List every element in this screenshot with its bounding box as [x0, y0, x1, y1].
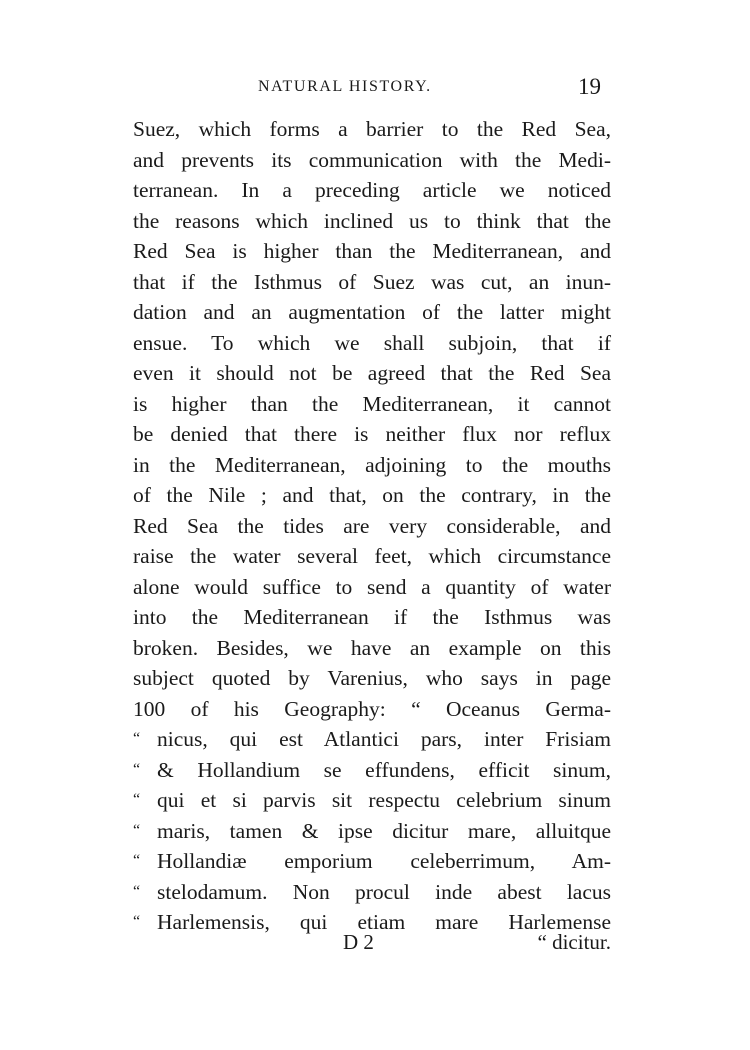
quoted-line [133, 785, 611, 816]
text-line: terranean. In a preceding article we noticed [133, 178, 611, 202]
quoted-line-text: maris, tamen & ipse dicitur mare, alluitque [157, 818, 611, 843]
quoted-line-text: nicus, qui est Atlantici pars, inter Frisiam [157, 727, 611, 751]
quoted-line [133, 724, 611, 755]
text-line: broken. Besides, we have an example on this [133, 635, 611, 660]
quote-mark: “ [133, 760, 141, 778]
quoted-line [133, 877, 611, 908]
quoted-line-text: qui et si parvis sit respectu celebrium sinum [157, 788, 611, 812]
text-line: even it should not be agreed that the Red Sea [133, 361, 611, 385]
page-footer [133, 930, 611, 960]
page-number: 19 [578, 74, 601, 99]
text-line: subject quoted by Varenius, who says in page [133, 666, 611, 690]
text-line: and prevents its communication with the Medi- [133, 147, 611, 172]
quoted-line-text: stelodamum. Non procul inde abest lacus [157, 879, 611, 904]
text-line: 100 of his Geography: “ Oceanus Germa- [133, 696, 611, 721]
text-line: is higher than the Mediterranean, it cannot [133, 391, 611, 416]
text-line: Suez, which forms a barrier to the Red Sea, [133, 117, 611, 141]
signature-mark: D 2 [343, 930, 374, 954]
body-text [133, 114, 611, 938]
quoted-line [133, 755, 611, 786]
quote-mark: “ [133, 821, 141, 839]
running-title: NATURAL HISTORY. [258, 78, 432, 95]
text-line: ensue. To which we shall subjoin, that if [133, 330, 611, 355]
text-line: into the Mediterranean if the Isthmus was [133, 605, 611, 629]
text-line: the reasons which inclined us to think that the [133, 208, 611, 233]
quoted-line [133, 846, 611, 877]
quote-mark: “ [133, 791, 141, 808]
running-head [133, 74, 603, 104]
quoted-line-text: & Hollandium se effundens, efficit sinum, [157, 757, 611, 782]
text-line: raise the water several feet, which circumstance [133, 544, 611, 568]
text-line: dation and an augmentation of the latter might [133, 300, 611, 324]
quoted-line [133, 816, 611, 847]
quoted-line-text: Harlemensis, qui etiam mare Harlemense [157, 910, 611, 934]
text-line: alone would suffice to send a quantity of water [133, 574, 611, 599]
text-line: Red Sea the tides are very considerable, and [133, 513, 611, 538]
quoted-line-text: Hollandiæ emporium celeberrimum, Am- [157, 849, 611, 873]
quote-mark: “ [133, 913, 141, 930]
catchword: “ dicitur. [537, 930, 611, 954]
text-line: of the Nile ; and that, on the contrary, in the [133, 483, 611, 507]
quote-mark: “ [133, 730, 141, 747]
text-line: Red Sea is higher than the Mediterranean, and [133, 239, 611, 263]
text-line: be denied that there is neither flux nor reflux [133, 422, 611, 446]
quote-mark: “ [133, 852, 141, 869]
text-line: in the Mediterranean, adjoining to the mouths [133, 452, 611, 477]
quote-mark: “ [133, 882, 141, 900]
text-line: that if the Isthmus of Suez was cut, an inun- [133, 269, 611, 294]
